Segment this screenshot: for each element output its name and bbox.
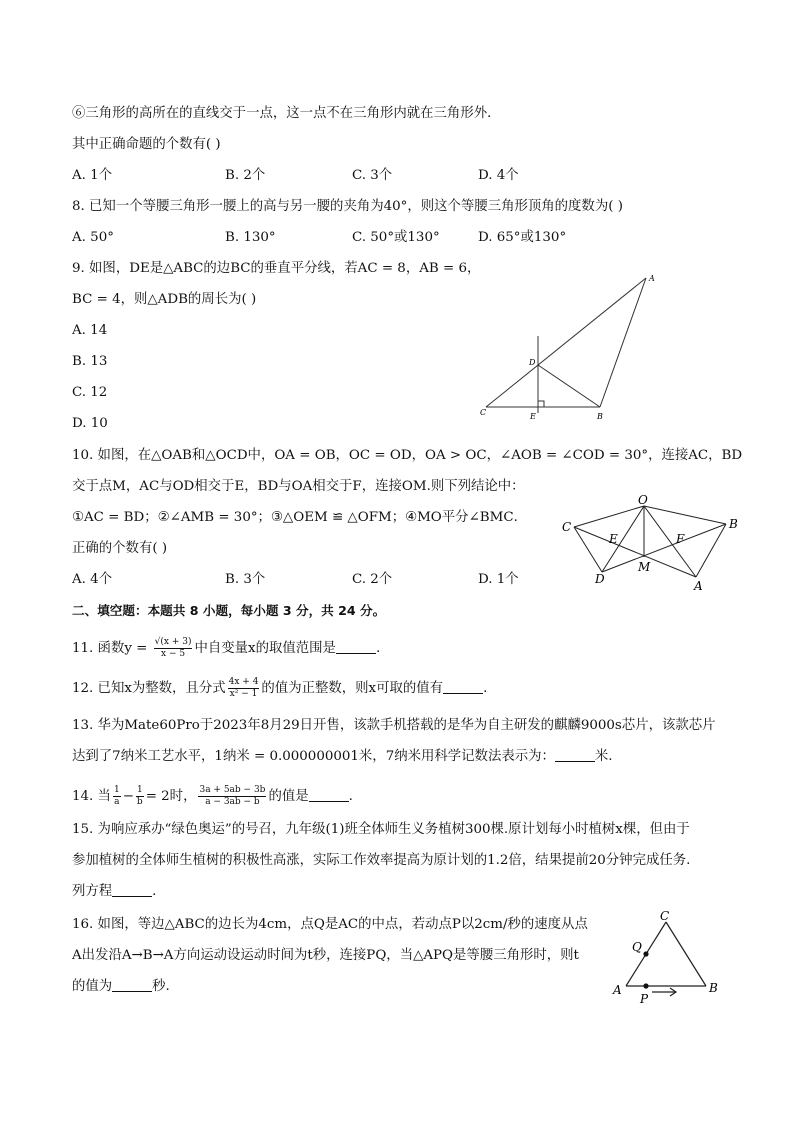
q11-answer-blank[interactable]	[336, 640, 376, 654]
q10-line1: 10. 如图，在△OAB和△OCD中，OA = OB，OC = OD，OA > OC，∠AOB = ∠COD = 30°，连接AC，BD	[72, 448, 743, 463]
q10-label-m: M	[638, 560, 651, 574]
q8-option-d: D. 65°或130°	[478, 230, 567, 245]
q14-line	[72, 785, 353, 808]
q16-figure	[606, 908, 730, 1006]
q13-line1: 13. 华为Mate60Pro于2023年8月29日开售，该款手机搭载的是华为自主研发的麒麟9000s芯片，该款芯片	[72, 718, 716, 733]
q14-mid: = 2时，	[145, 789, 197, 804]
q16-label-q: Q	[632, 940, 642, 954]
q13-line2-text: 达到了7纳米工艺水平，1纳米 = 0.000000001米，7纳米用科学记数法表示为：	[72, 749, 555, 764]
q14-fraction-1	[113, 785, 121, 808]
q16-answer-blank[interactable]	[112, 978, 152, 992]
q15-line3-text: 列方程	[72, 884, 113, 899]
q10-option-b: B. 3个	[225, 572, 266, 587]
q16-line3-text: 的值为	[72, 979, 113, 994]
q13-answer-blank[interactable]	[555, 748, 595, 762]
q12-frac-den: x² − 1	[229, 689, 258, 699]
q8-option-a: A. 50°	[72, 230, 114, 245]
q14-fraction-3	[198, 785, 266, 808]
q16-label-a: A	[613, 983, 622, 997]
q9-option-a: A. 14	[72, 323, 108, 338]
q7-option-c: C. 3个	[352, 168, 393, 183]
q9-segment-ca	[486, 278, 646, 407]
q7-option-b: B. 2个	[225, 168, 266, 183]
q9-option-c: C. 12	[72, 385, 108, 400]
q14-suffix: 的值是	[268, 789, 309, 804]
q9-line1: 9. 如图，DE是△ABC的边BC的垂直平分线，若AC = 8，AB = 6，	[72, 261, 481, 276]
q9-figure	[470, 268, 670, 424]
q9-label-d: D	[529, 358, 536, 367]
q14-f1-den: a	[114, 797, 120, 807]
q16-label-p: P	[640, 992, 649, 1006]
q14-answer-blank[interactable]	[309, 788, 349, 802]
q15-line3	[72, 882, 156, 902]
q8-stem: 8. 已知一个等腰三角形一腰上的高与另一腰的夹角为40°，则这个等腰三角形顶角的度数为( )	[72, 199, 623, 214]
q12-frac-num: 4x + 4	[228, 677, 259, 687]
q16-point-q	[643, 951, 648, 956]
q12-end: .	[483, 681, 488, 696]
q9-option-b: B. 13	[72, 354, 108, 369]
q16-point-p	[643, 983, 648, 988]
q14-f3-num: 3a + 5ab − 3b	[199, 785, 266, 795]
q10-option-c: C. 2个	[352, 572, 393, 587]
q14-f2-den: b	[136, 797, 143, 807]
q10-line2: 交于点M，AC与OD相交于E，BD与OA相交于F，连接OM.则下列结论中：	[72, 479, 525, 494]
q16-label-c: C	[660, 909, 670, 923]
q14-minus: −	[122, 789, 134, 804]
q12-answer-blank[interactable]	[443, 680, 483, 694]
q10-line3: ①AC = BD；②∠AMB = 30°；③△OEM ≌ △OFM；④MO平分∠BMC．	[72, 510, 527, 525]
q15-end: .	[152, 884, 157, 899]
q8-option-c: C. 50°或130°	[352, 230, 440, 245]
q15-line2: 参加植树的全体师生植树的积极性高涨，实际工作效率提高为原计划的1.2倍，结果提前20分钟完成任务.	[72, 853, 691, 868]
q6-statement: ⑥三角形的高所在的直线交于一点，这一点不在三角形内就在三角形外．	[72, 106, 501, 121]
q14-f3-den: a − 3ab − b	[205, 797, 260, 807]
q12-fraction	[228, 677, 260, 700]
q10-label-b: B	[729, 517, 738, 531]
q11-frac-den: x − 5	[161, 649, 186, 659]
q16-line2: A出发沿A→B→A方向运动设运动时间为t秒，连接PQ，当△APQ是等腰三角形时，则t	[72, 948, 579, 963]
q11-end: .	[375, 641, 381, 656]
q7-option-a: A. 1个	[72, 168, 113, 183]
q12-suffix: 的值为正整数，则x可取的值有	[261, 681, 444, 696]
q11-line	[72, 637, 380, 660]
q9-line2: BC = 4，则△ADB的周长为( )	[72, 292, 257, 307]
q9-right-angle-mark	[538, 401, 544, 407]
q16-end: 秒.	[152, 979, 170, 994]
q14-fraction-2	[136, 785, 144, 808]
q9-label-b: B	[597, 412, 603, 421]
q8-option-b: B. 130°	[225, 230, 276, 245]
q16-line1: 16. 如图，等边△ABC的边长为4cm，点Q是AC的中点，若动点P以2cm/秒的速度从点	[72, 917, 588, 932]
q14-prefix: 14. 当	[72, 789, 111, 804]
q11-fraction	[154, 637, 193, 660]
q10-option-a: A. 4个	[72, 572, 113, 587]
q13-line2	[72, 747, 613, 767]
q13-end: 米.	[594, 749, 613, 764]
q10-label-o: O	[638, 494, 648, 507]
q11-prefix: 11. 函数y =	[72, 641, 148, 656]
q16-line3	[72, 977, 170, 997]
q16-label-b: B	[709, 981, 718, 995]
q7-question: 其中正确命题的个数有( )	[72, 137, 221, 152]
q9-option-d: D. 10	[72, 416, 108, 431]
q14-end: .	[348, 789, 353, 804]
q14-f1-num: 1	[113, 785, 120, 795]
q9-segment-db	[538, 365, 600, 407]
q14-f2-num: 1	[136, 785, 143, 795]
q9-label-c: C	[480, 408, 487, 417]
q15-line1: 15. 为响应承办“绿色奥运”的号召，九年级(1)班全体师生义务植树300棵.原计划每小时植树x棵，但由于	[72, 822, 690, 837]
q12-line	[72, 677, 487, 700]
section-2-heading: 二、填空题：本题共 8 小题，每小题 3 分，共 24 分。	[72, 603, 386, 618]
q10-figure	[556, 494, 746, 596]
q10-line4: 正确的个数有( )	[72, 541, 168, 556]
q16-side-bc	[666, 922, 706, 986]
q9-segment-ba	[600, 278, 646, 407]
q11-frac-num: √(x + 3)	[154, 637, 192, 647]
q10-label-a: A	[694, 579, 703, 593]
q10-label-d: D	[595, 572, 605, 586]
q7-option-d: D. 4个	[478, 168, 519, 183]
q10-label-c: C	[562, 520, 572, 534]
q9-label-a: A	[649, 274, 655, 283]
q10-label-f: F	[676, 532, 685, 546]
q15-answer-blank[interactable]	[112, 883, 152, 897]
q10-label-e: E	[609, 532, 618, 546]
q11-suffix: 中自变量x的取值范围是	[194, 641, 336, 656]
q10-option-d: D. 1个	[478, 572, 519, 587]
q9-label-e: E	[530, 412, 536, 421]
q12-prefix: 12. 已知x为整数，且分式	[72, 681, 226, 696]
